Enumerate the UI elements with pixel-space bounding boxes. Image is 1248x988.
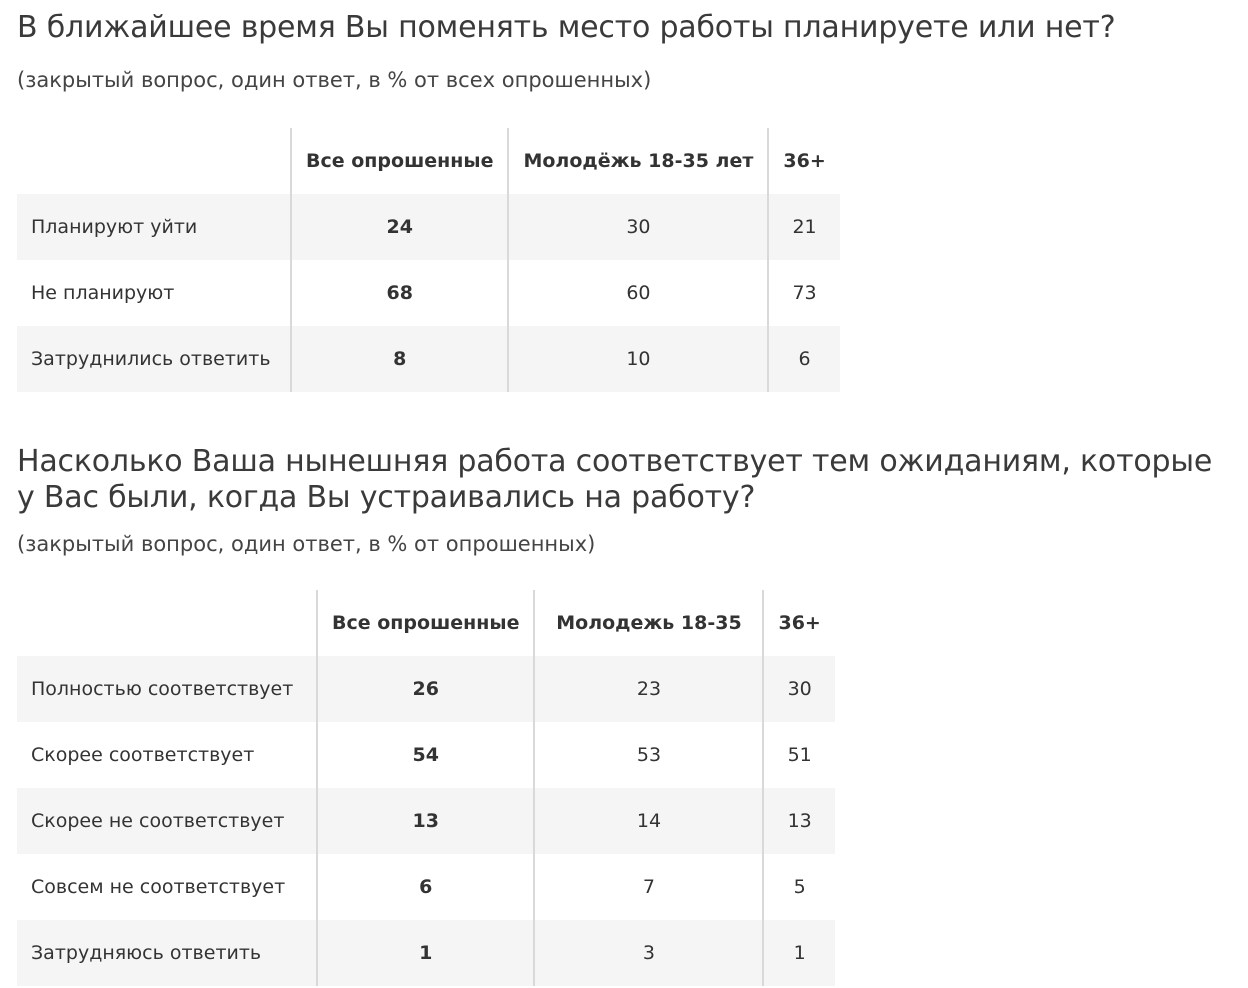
value-young: 23 (534, 656, 763, 722)
table-header-row (17, 128, 840, 194)
table-row (17, 194, 840, 260)
value-all: 26 (317, 656, 534, 722)
table-row (17, 326, 840, 392)
value-young: 3 (534, 920, 763, 986)
column-header-young: Молодежь 18-35 (534, 590, 763, 656)
value-older: 1 (763, 920, 834, 986)
value-all: 13 (317, 788, 534, 854)
question-title: Насколько Ваша нынешняя работа соответствует тем ожиданиям, которые у Вас были, когда Вы устраивались на работу? (17, 444, 1213, 515)
row-label: Не планируют (17, 260, 291, 326)
value-older: 51 (763, 722, 834, 788)
row-label: Полностью соответствует (17, 656, 317, 722)
value-all: 68 (291, 260, 508, 326)
table-header-row (17, 590, 835, 656)
table-row (17, 722, 835, 788)
value-older: 30 (763, 656, 834, 722)
row-label: Скорее соответствует (17, 722, 317, 788)
header-blank-cell (17, 128, 291, 194)
value-young: 60 (508, 260, 768, 326)
value-all: 54 (317, 722, 534, 788)
value-all: 6 (317, 854, 534, 920)
column-header-older: 36+ (768, 128, 839, 194)
column-header-older: 36+ (763, 590, 834, 656)
header-blank-cell (17, 590, 317, 656)
row-label: Скорее не соответствует (17, 788, 317, 854)
results-table (17, 590, 835, 986)
question-subtitle: (закрытый вопрос, один ответ, в % от всех опрошенных) (17, 68, 652, 92)
table-row (17, 920, 835, 986)
question-title: В ближайшее время Вы поменять место работы планируете или нет? (17, 10, 1116, 45)
column-header-young: Молодёжь 18-35 лет (508, 128, 768, 194)
value-older: 73 (768, 260, 839, 326)
value-older: 6 (768, 326, 839, 392)
row-label: Планируют уйти (17, 194, 291, 260)
column-header-all: Все опрошенные (291, 128, 508, 194)
row-label: Затруднились ответить (17, 326, 291, 392)
value-older: 5 (763, 854, 834, 920)
value-all: 1 (317, 920, 534, 986)
survey-section-job-change (17, 10, 1237, 370)
value-older: 21 (768, 194, 839, 260)
value-young: 53 (534, 722, 763, 788)
value-young: 7 (534, 854, 763, 920)
table-row (17, 854, 835, 920)
results-table (17, 128, 840, 392)
value-all: 8 (291, 326, 508, 392)
table-row (17, 788, 835, 854)
table-row (17, 260, 840, 326)
survey-section-job-expectations (17, 444, 1237, 964)
value-older: 13 (763, 788, 834, 854)
value-young: 10 (508, 326, 768, 392)
row-label: Совсем не соответствует (17, 854, 317, 920)
row-label: Затрудняюсь ответить (17, 920, 317, 986)
value-young: 30 (508, 194, 768, 260)
table-row (17, 656, 835, 722)
question-subtitle: (закрытый вопрос, один ответ, в % от опрошенных) (17, 532, 596, 556)
value-young: 14 (534, 788, 763, 854)
column-header-all: Все опрошенные (317, 590, 534, 656)
value-all: 24 (291, 194, 508, 260)
